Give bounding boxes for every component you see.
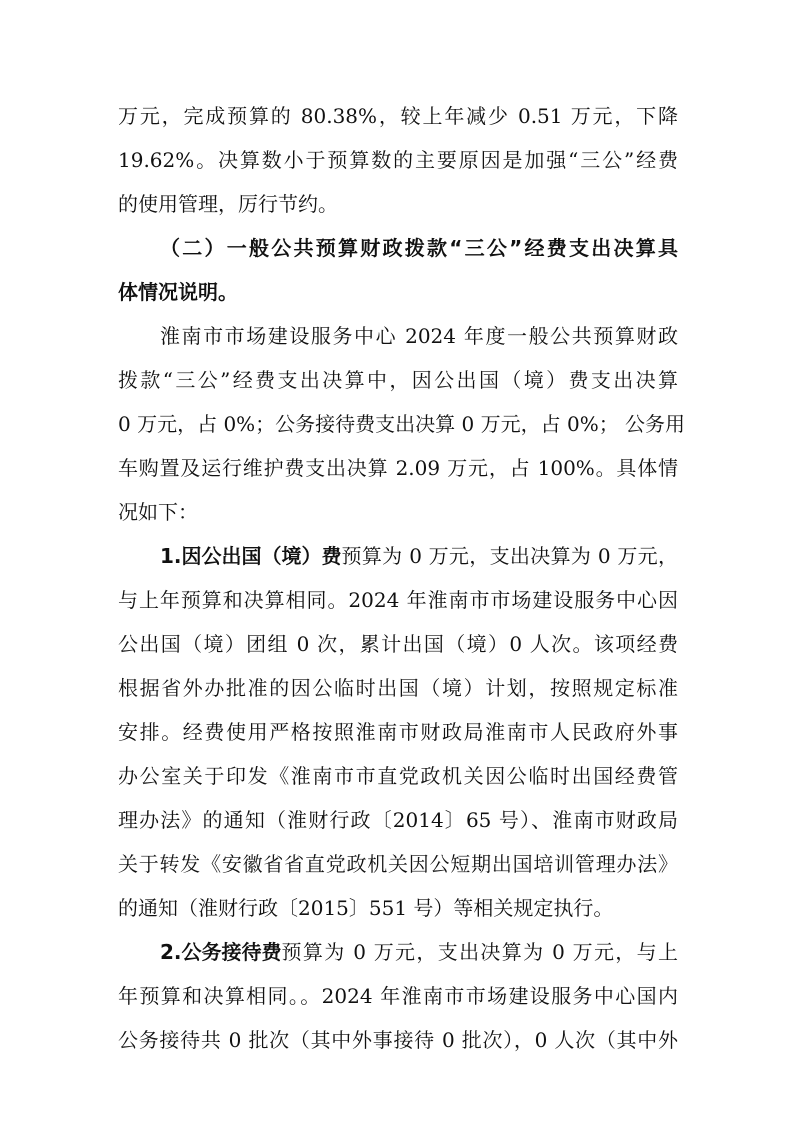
item-2-line	[160, 932, 678, 972]
text-line: 万元，完成预算的 80.38%，较上年减少 0.51 万元，下降	[118, 104, 678, 128]
item-1-text: 预算为 0 万元，支出决算为 0 万元，	[341, 544, 678, 568]
text-line: 根据省外办批准的因公临时出国（境）计划，按照规定标准	[118, 676, 678, 700]
text-line: 的使用管理，厉行节约。	[118, 192, 338, 216]
text-line: 与上年预算和决算相同。2024 年淮南市市场建设服务中心因	[118, 588, 678, 612]
text-line: 车购置及运行维护费支出决算 2.09 万元，占 100%。具体情	[118, 456, 678, 480]
text-line: 关于转发《安徽省省直党政机关因公短期出国培训管理办法》	[118, 852, 678, 876]
text-line: 办公室关于印发《淮南市市直党政机关因公临时出国经费管	[118, 764, 678, 788]
text-line: 年预算和决算相同。。2024 年淮南市市场建设服务中心国内	[118, 984, 678, 1008]
text-line: 公出国（境）团组 0 次，累计出国（境）0 人次。该项经费	[118, 632, 678, 656]
item-2-heading: 2.公务接待费	[160, 940, 282, 964]
item-2-text: 预算为 0 万元，支出决算为 0 万元，与上	[281, 940, 678, 964]
text-line: 拨款“三公”经费支出决算中，因公出国（境）费支出决算	[118, 368, 678, 392]
text-line: 公务接待共 0 批次（其中外事接待 0 批次），0 人次（其中外	[118, 1028, 678, 1052]
text-line: 理办法》的通知（淮财行政〔2014〕65 号）、淮南市财政局	[118, 808, 678, 832]
text-line: 的通知（淮财行政〔2015〕551 号）等相关规定执行。	[118, 896, 614, 920]
text-line: 安排。经费使用严格按照淮南市财政局淮南市人民政府外事	[118, 720, 678, 744]
text-line: 淮南市市场建设服务中心 2024 年度一般公共预算财政	[160, 324, 678, 348]
item-1-heading: 1.因公出国（境）费	[160, 544, 342, 568]
section-heading: （二）一般公共预算财政拨款“三公”经费支出决算具	[160, 236, 678, 260]
section-heading-cont: 体情况说明。	[118, 280, 238, 304]
text-line: 19.62%。决算数小于预算数的主要原因是加强“三公”经费	[118, 148, 678, 172]
item-1-line	[160, 536, 678, 576]
text-line: 0 万元，占 0%；公务接待费支出决算 0 万元，占 0%； 公务用	[118, 412, 686, 436]
text-line: 况如下：	[118, 500, 198, 524]
